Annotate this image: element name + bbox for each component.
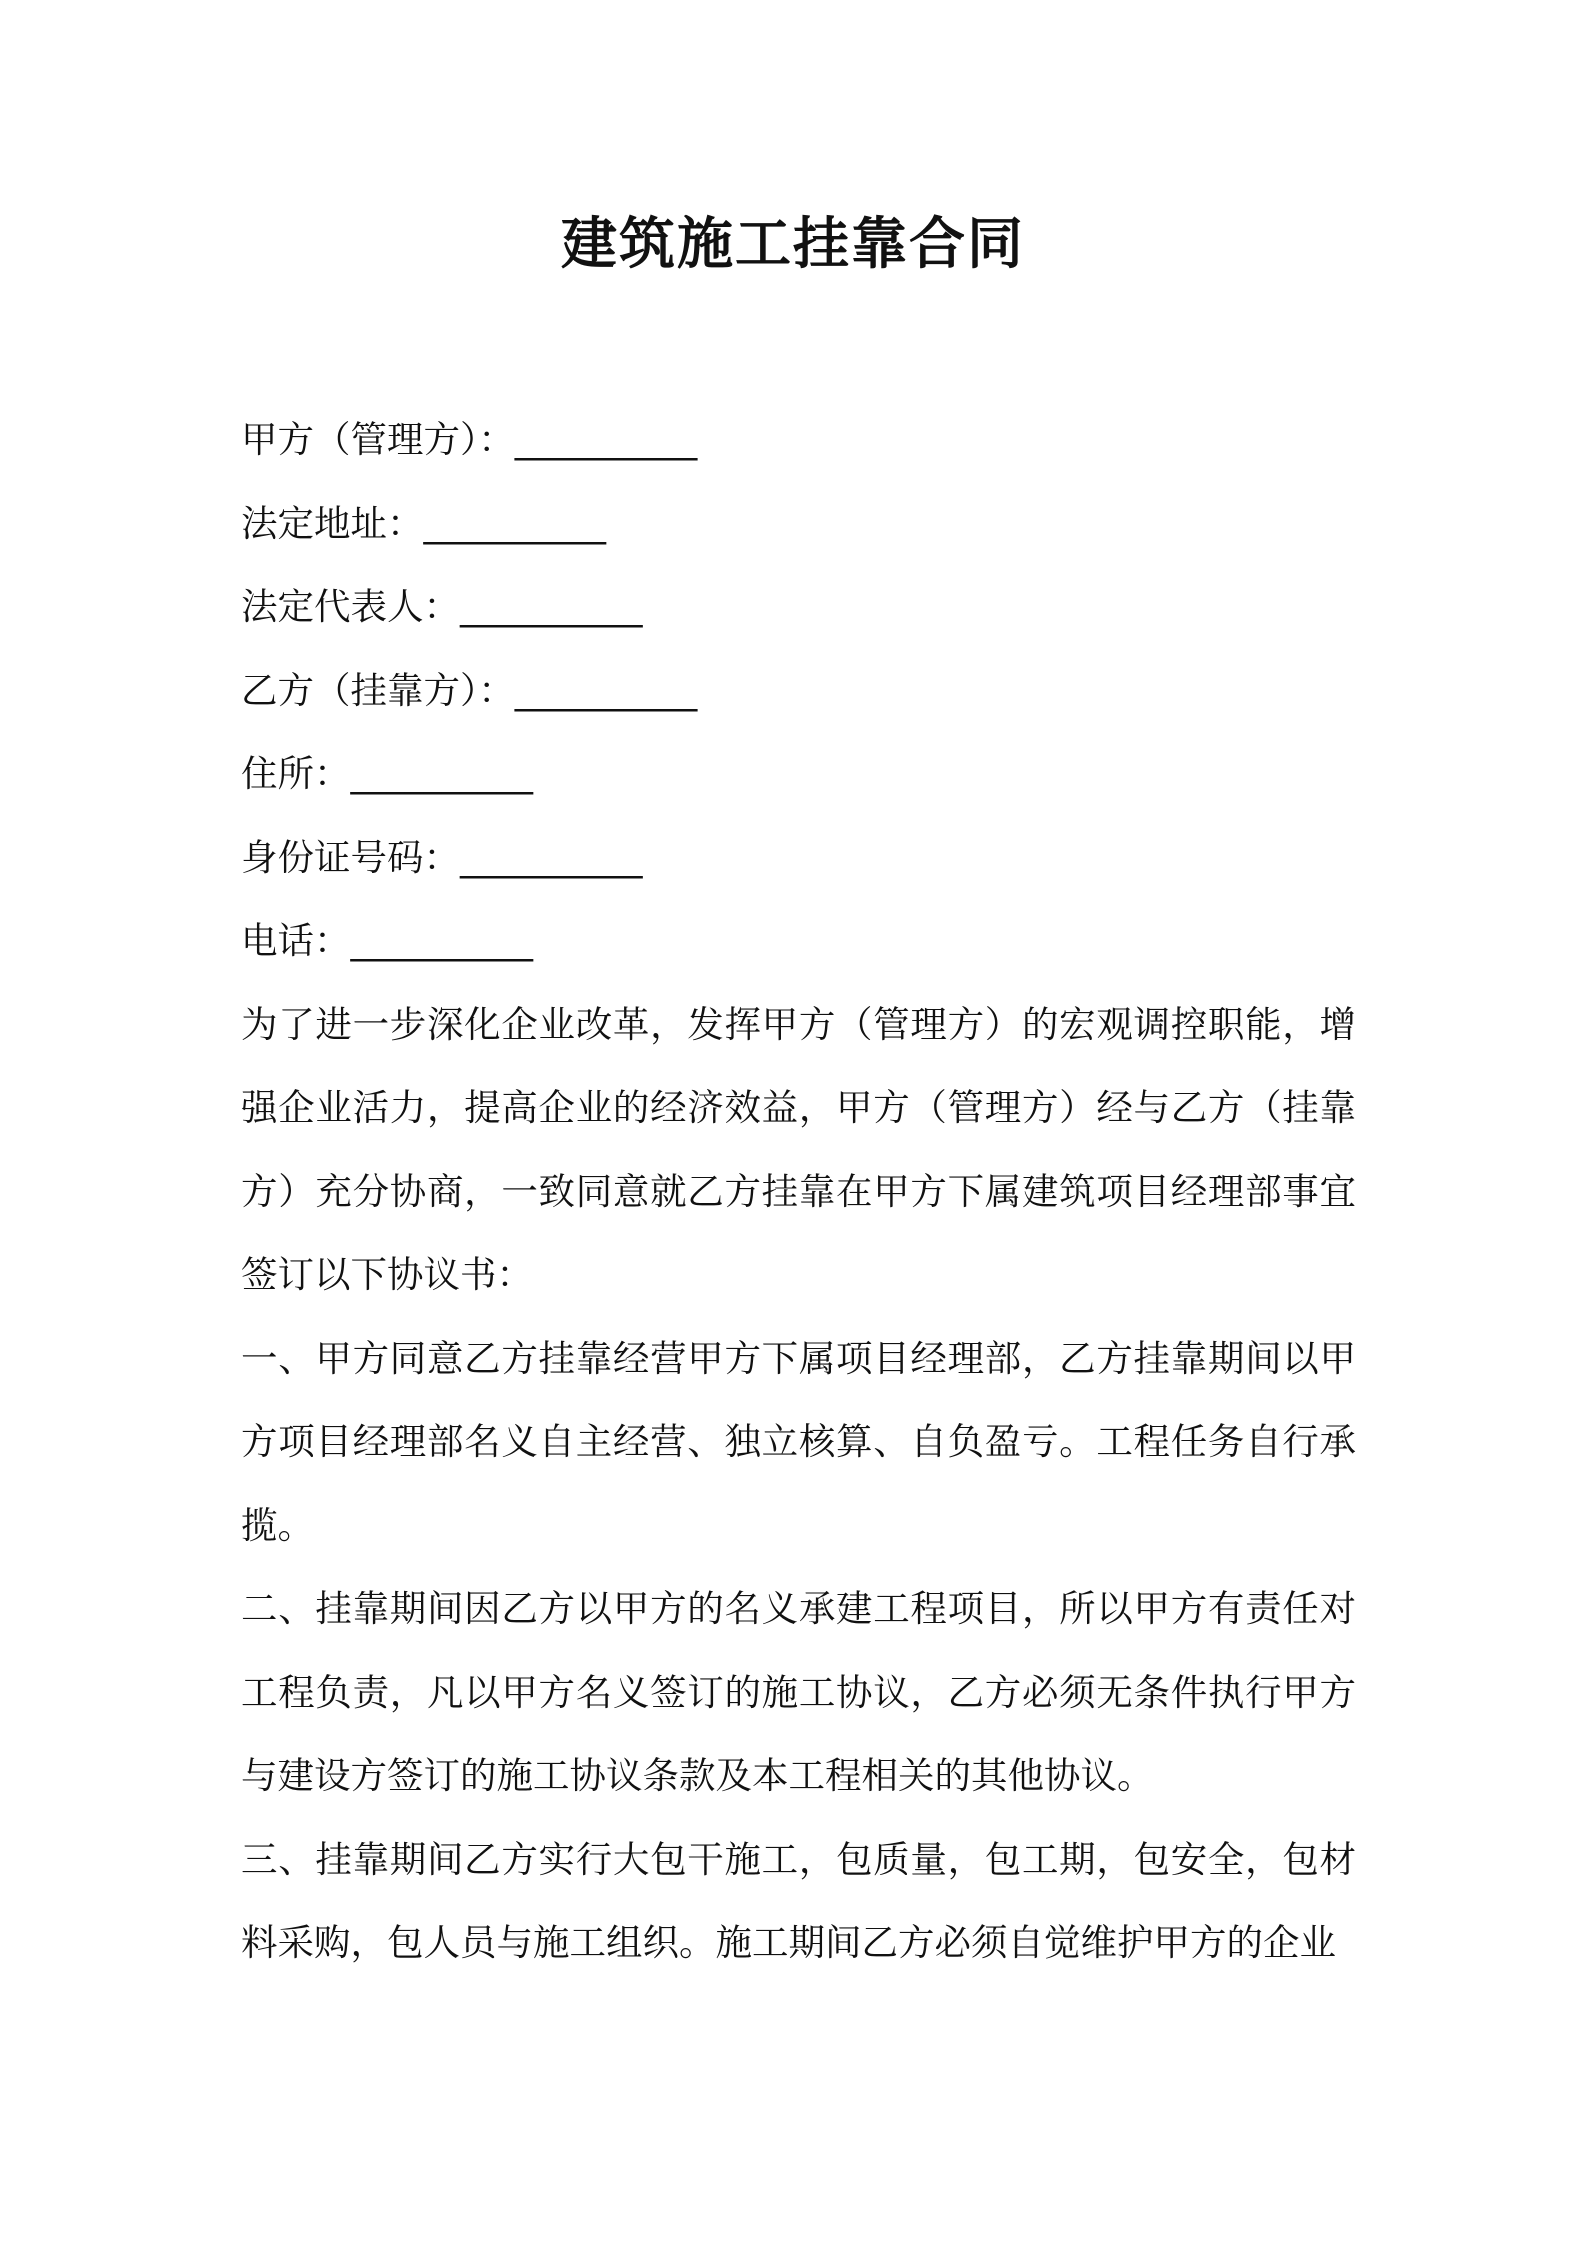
document-title: 建筑施工挂靠合同 [561, 212, 1025, 277]
field-blank: __________ [514, 418, 698, 461]
field-blank: __________ [460, 585, 643, 628]
clause-2-paragraph: 二、挂靠期间因乙方以甲方的名义承建工程项目，所以甲方有责任对工程负责，凡以甲方名义签订的施工协议，乙方必须无条件执行甲方与建设方签订的施工协议条款及本工程相关的其他协议。 [241, 1587, 1356, 1797]
field-blank: __________ [350, 752, 533, 795]
field-label: 身份证号码： [241, 835, 460, 879]
field-label: 电话： [241, 919, 351, 962]
field-residence [241, 732, 1356, 816]
field-legal-representative [241, 565, 1356, 649]
field-label: 法定代表人： [241, 585, 460, 628]
field-label: 住所： [241, 752, 351, 795]
field-id-number [241, 816, 1356, 900]
field-blank: __________ [514, 668, 698, 712]
field-label: 法定地址： [241, 501, 424, 545]
field-label: 乙方（挂靠方）： [241, 668, 515, 712]
preamble-paragraph: 为了进一步深化企业改革，发挥甲方（管理方）的宏观调控职能，增强企业活力，提高企业的经济效益，甲方（管理方）经与乙方（挂靠方）充分协商，一致同意就乙方挂靠在甲方下属建筑项目经理部事宜签订以下协议书： [241, 1002, 1356, 1296]
field-blank: __________ [460, 835, 643, 879]
field-phone [241, 899, 1356, 983]
field-label: 甲方（管理方）： [241, 418, 515, 461]
clause-1-paragraph: 一、甲方同意乙方挂靠经营甲方下属项目经理部，乙方挂靠期间以甲方项目经理部名义自主经营、独立核算、自负盈亏。工程任务自行承揽。 [241, 1336, 1356, 1547]
field-blank: __________ [423, 501, 606, 545]
contract-body [241, 398, 1356, 1985]
field-blank: __________ [350, 919, 533, 962]
clause-3-paragraph: 三、挂靠期间乙方实行大包干施工，包质量，包工期，包安全，包材料采购，包人员与施工组织。施工期间乙方必须自觉维护甲方的企业 [241, 1837, 1356, 1964]
field-legal-address [241, 482, 1356, 566]
field-party-a [241, 398, 1356, 482]
field-party-b [241, 649, 1356, 733]
